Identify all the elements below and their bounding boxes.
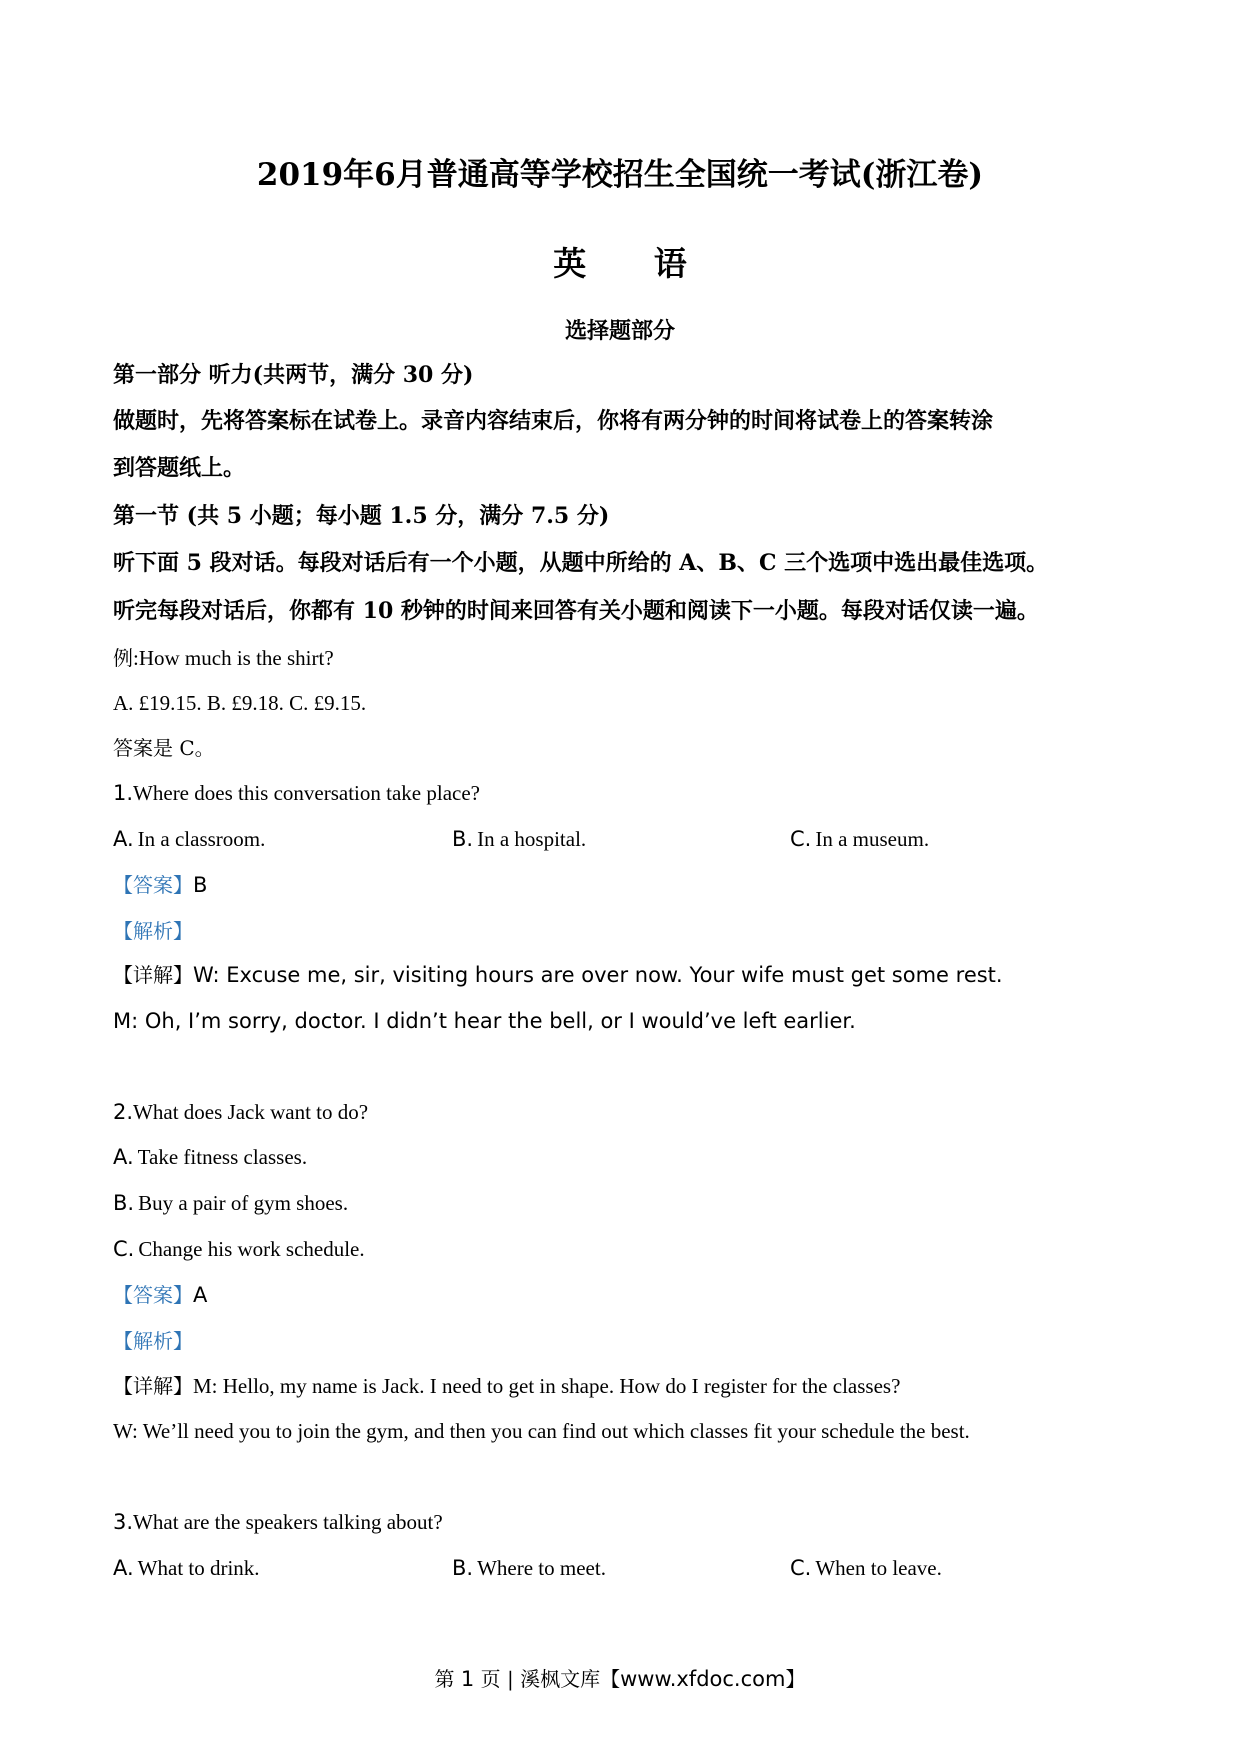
footer-bracket-close: 】 [785,1667,806,1691]
option-letter: C. [790,827,812,851]
q1-option-c [790,829,929,850]
option-text: Buy a pair of gym shoes. [138,1191,349,1215]
option-letter: C. [790,1556,812,1580]
q1-analysis-label: 【解析】 [113,919,193,943]
option-letter: B. [452,827,474,851]
subject-title: 英 语 [553,244,715,283]
question-text: What does Jack want to do? [133,1100,369,1124]
example-prefix: 例 [113,646,133,670]
example-question-text: :How much is the shirt? [133,646,334,670]
footer-page-suffix: 页 | 溪枫文库【 [474,1667,621,1691]
q3-option-c [790,1558,942,1579]
footer-page-prefix: 第 [434,1667,461,1691]
question-number: 1. [113,781,134,805]
option-text: Where to meet. [477,1556,606,1580]
exam-title: 2019年6月普通高等学校招生全国统一考试(浙江卷) [256,157,984,193]
section1-instruction-1: 听下面 5 段对话。每段对话后有一个小题，从题中所给的 A、B、C 三个选项中选出最佳选项。 [113,550,1049,576]
option-text: When to leave. [815,1556,942,1580]
detail-text: M: Hello, my name is Jack. I need to get in shape. How do I register for the classes? [193,1374,901,1398]
q3-option-a [113,1558,260,1579]
option-letter: B. [452,1556,474,1580]
page-footer [0,1669,1240,1690]
q2-detail-line-2: W: We’ll need you to join the gym, and then you can find out which classes fit your schedule the best. [113,1419,970,1443]
section1-heading: 第一节 (共 5 小题；每小题 1.5 分，满分 7.5 分) [113,503,610,529]
answer-value: B [193,873,208,897]
option-text: Take fitness classes. [137,1145,308,1169]
detail-text: W: Excuse me, sir, visiting hours are over now. Your wife must get some rest. [193,963,1003,987]
example-question [113,648,334,669]
question-3 [113,1512,443,1533]
q2-option-b [113,1193,348,1214]
option-letter: B. [113,1191,135,1215]
footer-page-number: 1 [460,1667,475,1691]
option-letter: C. [113,1237,135,1261]
q1-option-b [452,829,586,850]
q2-option-a [113,1147,307,1168]
option-letter: A. [113,1556,134,1580]
example-options: A. £19.15. B. £9.18. C. £9.15. [113,691,367,715]
option-text: What to drink. [137,1556,260,1580]
q2-analysis-label: 【解析】 [113,1329,193,1353]
option-text: In a hospital. [477,827,587,851]
option-text: In a museum. [815,827,930,851]
option-text: Change his work schedule. [138,1237,365,1261]
q2-answer [113,1285,207,1306]
q1-option-a [113,829,265,850]
question-1 [113,783,480,804]
instruction-line-2: 到答题纸上。 [113,455,246,481]
q2-detail-line-1 [113,1376,900,1397]
answer-value: A [193,1283,208,1307]
instruction-line-1: 做题时，先将答案标在试卷上。录音内容结束后，你将有两分钟的时间将试卷上的答案转涂 [113,408,994,434]
example-answer: 答案是 C。 [113,736,215,760]
option-text: In a classroom. [137,827,266,851]
option-letter: A. [113,1145,134,1169]
footer-site-link[interactable]: www.xfdoc.com [620,1667,786,1691]
q3-option-b [452,1558,606,1579]
answer-label: 【答案】 [113,873,193,897]
section1-instruction-2: 听完每段对话后，你都有 10 秒钟的时间来回答有关小题和阅读下一小题。每段对话仅读一遍。 [113,598,1039,624]
q1-detail-line-1 [113,965,1003,986]
q2-option-c [113,1239,365,1260]
question-text: Where does this conversation take place? [133,781,480,805]
answer-label: 【答案】 [113,1283,193,1307]
option-letter: A. [113,827,134,851]
detail-label: 【详解】 [113,963,193,987]
question-text: What are the speakers talking about? [133,1510,443,1534]
part1-heading: 第一部分 听力(共两节，满分 30 分) [113,362,474,388]
question-2 [113,1102,368,1123]
question-number: 2. [113,1100,134,1124]
detail-label: 【详解】 [113,1374,193,1398]
q1-answer [113,875,207,896]
section-heading: 选择题部分 [564,318,675,344]
q1-detail-line-2: M: Oh, I’m sorry, doctor. I didn’t hear the bell, or I would’ve left earlier. [113,1009,856,1033]
question-number: 3. [113,1510,134,1534]
